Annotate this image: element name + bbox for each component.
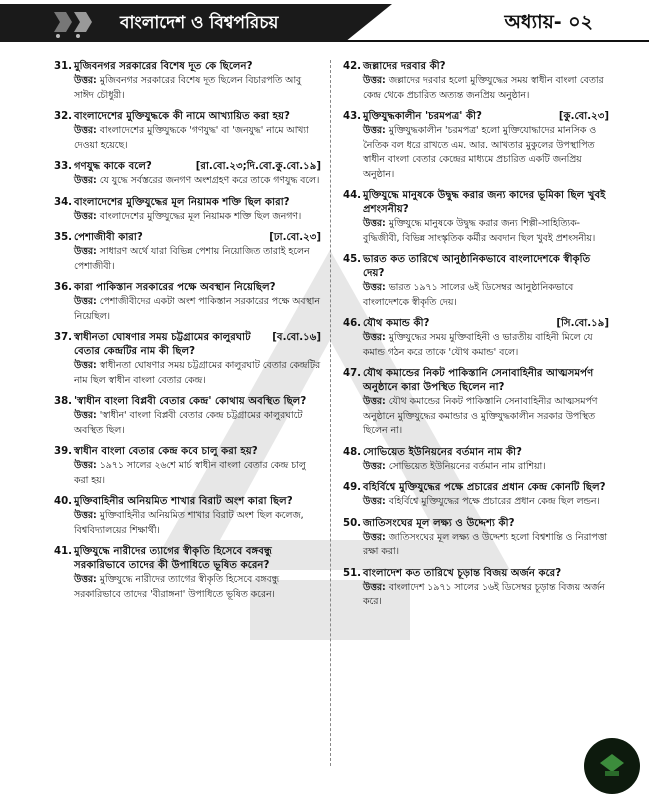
answer-text: মুজিবনগর সরকারের বিশেষ দূত ছিলেন বিচারপতি আবু সাঈদ চৌধুরী।	[74, 75, 302, 101]
qa-item	[343, 517, 609, 560]
answer	[343, 124, 609, 182]
answer	[54, 359, 321, 388]
question-text: স্বাধীনতা ঘোষণার সময় চট্টগ্রামের কালুরঘাট বেতার কেন্দ্রটির নাম কী ছিল?	[74, 332, 251, 357]
question-number: 34.	[54, 196, 73, 208]
question	[54, 395, 321, 409]
answer	[54, 174, 321, 189]
answer	[343, 217, 609, 246]
right-column	[343, 60, 609, 617]
answer-text: ১৯৭১ সালের ২৬শে মার্চ স্বাধীন বাংলা বেতার কেন্দ্র চালু করা হয়।	[74, 460, 306, 486]
answer-label: উত্তর:	[74, 574, 97, 585]
qa-item	[54, 495, 321, 538]
question	[343, 110, 609, 124]
answer-label: উত্তর:	[363, 332, 386, 343]
question	[54, 110, 321, 124]
question	[54, 545, 321, 573]
answer-text: পেশাজীবীদের একটা অংশ পাকিস্তান সরকারের পক্ষে অবস্থান নিয়েছিল।	[74, 296, 320, 322]
column-divider	[330, 60, 331, 766]
answer-label: উত্তর:	[363, 396, 386, 407]
question	[54, 60, 321, 74]
question	[343, 317, 609, 331]
question-number: 35.	[54, 232, 73, 243]
answer-text: ভারত ১৯৭১ সালের ৬ই ডিসেম্বর আনুষ্ঠানিকভাবে বাংলাদেশকে স্বীকৃতি দেয়।	[363, 282, 574, 308]
answer	[54, 459, 321, 488]
question-text: মুক্তিযুদ্ধে মানুষকে উদ্বুদ্ধ করার জন্য কাদের ভূমিকা ছিল খুবই প্রশংসনীয়?	[363, 190, 606, 215]
answer	[343, 331, 609, 360]
board-ref: [সি.বো.১৯]	[556, 318, 609, 329]
question	[54, 231, 321, 245]
answer-label: উত্তর:	[363, 282, 386, 293]
question	[54, 445, 321, 459]
book-logo-icon	[50, 8, 112, 40]
answer-text: মুক্তিযুদ্ধের সময় মুক্তিবাহিনী ও ভারতীয় বাহিনী মিলে যে কমান্ড গঠন করে তাকে 'যৌথ কমান্ড' বলে।	[363, 332, 593, 358]
question-number: 43.	[343, 111, 362, 122]
question-number: 33.	[54, 161, 73, 172]
answer	[54, 409, 321, 438]
question-text: বাংলাদেশের মুক্তিযুদ্ধকে কী নামে আখ্যায়িত করা হয়?	[74, 111, 290, 122]
qa-item	[54, 545, 321, 602]
question	[54, 281, 321, 295]
answer	[343, 495, 609, 510]
qa-item	[54, 231, 321, 274]
question-text: 'স্বাধীন বাংলা বিপ্লবী বেতার কেন্দ্র' কোথায় অবস্থিত ছিল?	[74, 396, 307, 407]
answer	[54, 245, 321, 274]
question	[54, 495, 321, 509]
answer-label: উত্তর:	[74, 360, 97, 371]
answer-text: যে যুদ্ধে সর্বস্তরের জনগণ অংশগ্রহণ করে তাকে গণযুদ্ধ বলে।	[99, 175, 320, 186]
question-text: যৌথ কমান্ডের নিকট পাকিস্তানি সেনাবাহিনীর আত্মসমর্পণ অনুষ্ঠানে কারা উপস্থিত ছিলেন না?	[363, 368, 594, 393]
qa-item	[54, 331, 321, 388]
question-number: 36.	[54, 282, 73, 293]
question-number: 46.	[343, 318, 362, 329]
question	[343, 253, 609, 281]
qa-item	[343, 367, 609, 439]
qa-item	[343, 189, 609, 246]
qa-item	[54, 110, 321, 153]
question-text: বাংলাদেশের মুক্তিযুদ্ধের মূল নিয়ামক শক্তি ছিল কারা?	[74, 196, 290, 208]
answer-text: সাধারণ অর্থে যারা বিভিন্ন পেশায় নিয়োজিত তারাই হলেন পেশাজীবী।	[74, 246, 310, 272]
question-text: জল্লাদের দরবার কী?	[363, 61, 446, 72]
question	[54, 331, 321, 359]
board-ref: [কু.বো.২৩]	[558, 111, 609, 122]
qa-item	[54, 445, 321, 488]
answer-text: 'স্বাধীন' বাংলা বিপ্লবী বেতার কেন্দ্র চট্টগ্রামের কালুরঘাটে অবস্থিত ছিল।	[74, 410, 303, 436]
question	[54, 160, 321, 174]
qa-item	[343, 110, 609, 182]
question-number: 38.	[54, 396, 73, 407]
answer-text: স্বাধীনতা ঘোষণার সময় চট্টগ্রামের কালুরঘাট বেতার কেন্দ্রটির নাম ছিল স্বাধীন বাংলা বেতার কেন্দ্র।	[74, 360, 321, 386]
answer-label: উত্তর:	[74, 125, 97, 136]
answer-text: বহির্বিশ্বে মুক্তিযুদ্ধের পক্ষে প্রচারের প্রধান কেন্দ্র ছিল লন্ডন।	[388, 496, 600, 507]
answer-text: বাংলাদেশের মুক্তিযুদ্ধকে 'গণযুদ্ধ' বা 'জনযুদ্ধ' নামে আখ্যা দেওয়া হয়েছে।	[74, 125, 309, 151]
question-number: 31.	[54, 61, 73, 72]
question-number: 32.	[54, 111, 73, 122]
answer	[343, 74, 609, 103]
board-ref: [রা.বো.২৩;দি.বো.কু.বো.১৯]	[195, 161, 321, 172]
question	[343, 367, 609, 395]
qa-item	[343, 567, 609, 610]
qa-item	[343, 317, 609, 360]
board-ref: [ব.বো.১৬]	[272, 332, 321, 343]
question-text: মুক্তিযুদ্ধকালীন 'চরমপত্র' কী?	[363, 111, 482, 122]
question-number: 44.	[343, 190, 362, 201]
question-text: মুক্তিযুদ্ধে নারীদের ত্যাগের স্বীকৃতি হিসেবে বঙ্গবন্ধু সরকারিভাবে তাদের কী উপাধিতে ভূষিত করেন?	[74, 546, 272, 571]
question	[343, 446, 609, 460]
qa-item	[54, 160, 321, 189]
answer	[343, 460, 609, 475]
publisher-logo-icon	[597, 751, 627, 781]
question-number: 48.	[343, 446, 362, 458]
answer-label: উত্তর:	[74, 296, 97, 307]
answer	[343, 531, 609, 560]
question-number: 37.	[54, 332, 73, 343]
question-text: ভারত কত তারিখে আনুষ্ঠানিকভাবে বাংলাদেশকে স্বীকৃতি দেয়?	[363, 254, 591, 279]
answer-text: মুক্তিযুদ্ধে মানুষকে উদ্বুদ্ধ করার জন্য শিল্পী-সাহিত্যিক-বুদ্ধিজীবী, বিভিন্ন সাংস্কৃতিক কর্মীর অবদান ছিল খুবই প্রশংসনীয়।	[363, 218, 596, 244]
question-text: কারা পাকিস্তান সরকারের পক্ষে অবস্থান নিয়েছিল?	[74, 282, 276, 293]
qa-item	[343, 481, 609, 510]
answer-label: উত্তর:	[363, 581, 386, 593]
answer-label: উত্তর:	[74, 210, 97, 222]
question-number: 41.	[54, 546, 73, 557]
question-text: যৌথ কমান্ড কী?	[363, 318, 430, 329]
question-number: 42.	[343, 61, 362, 72]
qa-item	[343, 446, 609, 475]
question-number: 47.	[343, 368, 362, 379]
answer-text: সোভিয়েত ইউনিয়নের বর্তমান নাম রাশিয়া।	[388, 460, 546, 472]
answer-label: উত্তর:	[363, 125, 386, 136]
answer-text: বাংলাদেশ ১৯৭১ সালের ১৬ই ডিসেম্বর চূড়ান্ত বিজয় অর্জন করে।	[363, 581, 605, 607]
answer-label: উত্তর:	[74, 410, 97, 421]
question-text: পেশাজীবী কারা?	[74, 232, 143, 243]
answer-label: উত্তর:	[363, 460, 386, 472]
answer-label: উত্তর:	[74, 460, 97, 471]
question-text: জাতিসংঘের মূল লক্ষ্য ও উদ্দেশ্য কী?	[363, 517, 515, 529]
question	[343, 189, 609, 217]
qa-item	[343, 253, 609, 310]
publisher-badge	[584, 738, 640, 794]
question-number: 50.	[343, 517, 362, 529]
question-number: 40.	[54, 496, 73, 507]
question	[54, 196, 321, 210]
left-column	[54, 60, 321, 609]
question-number: 45.	[343, 254, 362, 265]
question-text: গণযুদ্ধ কাকে বলে?	[74, 161, 152, 172]
question-text: বাংলাদেশ কত তারিখে চূড়ান্ত বিজয় অর্জন করে?	[363, 567, 562, 579]
question	[343, 517, 609, 531]
answer	[54, 509, 321, 538]
answer-text: বাংলাদেশের মুক্তিযুদ্ধের মূল নিয়ামক শক্তি ছিল জনগণ।	[99, 210, 302, 222]
answer-text: মুক্তিযুদ্ধকালীন 'চরমপত্র' হলো মুক্তিযোদ্ধাদের মানসিক ও নৈতিক বল ধরে রাখতে এম. আর. আখতার মুকুলের উপস্থাপিত স্বাধীন বাংলা বেতার কেন্দ্রের মাধ্যমে প্রচারিত একটি জনপ্রিয় অনুষ্ঠান।	[363, 125, 597, 180]
book-title: বাংলাদেশ ও বিশ্বপরিচয়	[120, 13, 279, 33]
qa-item	[54, 395, 321, 438]
chapter-label: অধ্যায়- ০২	[504, 11, 593, 33]
answer	[343, 395, 609, 439]
question	[343, 481, 609, 495]
answer-label: উত্তর:	[74, 175, 97, 186]
answer-label: উত্তর:	[74, 510, 97, 521]
header-rule	[340, 40, 649, 42]
answer-label: উত্তর:	[363, 496, 386, 507]
answer	[54, 573, 321, 602]
question-number: 39.	[54, 446, 73, 457]
answer	[54, 74, 321, 103]
answer-label: উত্তর:	[74, 75, 97, 86]
answer-text: মুক্তিবাহিনীর অনিয়মিত শাখার বিরাট অংশ ছিল কলেজ, বিশ্ববিদ্যালয়ের শিক্ষার্থী।	[74, 510, 304, 536]
page-header	[0, 0, 649, 46]
answer-label: উত্তর:	[363, 75, 386, 86]
qa-item	[54, 60, 321, 103]
question-text: সোভিয়েত ইউনিয়নের বর্তমান নাম কী?	[363, 446, 522, 458]
answer-text: মুক্তিযুদ্ধে নারীদের ত্যাগের স্বীকৃতি হিসেবে বঙ্গবন্ধু সরকারিভাবে তাদের 'বীরাঙ্গনা' উপাধিতে ভূষিত করেন।	[74, 574, 279, 600]
qa-item	[54, 281, 321, 324]
board-ref: [ঢা.বো.২৩]	[269, 232, 321, 243]
question-text: স্বাধীন বাংলা বেতার কেন্দ্র কবে চালু করা হয়?	[74, 446, 258, 457]
answer-label: উত্তর:	[363, 218, 386, 229]
question-text: মুজিবনগর সরকারের বিশেষ দূত কে ছিলেন?	[74, 61, 253, 72]
answer-label: উত্তর:	[363, 531, 386, 543]
answer-text: জল্লাদের দরবার হলো মুক্তিযুদ্ধের সময় স্বাধীন বাংলা বেতার কেন্দ্র থেকে প্রচারিত অত্যন্ত জনপ্রিয় অনুষ্ঠান।	[363, 75, 604, 101]
answer	[54, 124, 321, 153]
question-text: মুক্তিবাহিনীর অনিয়মিত শাখার বিরাট অংশ কারা ছিল?	[74, 496, 293, 507]
question	[343, 60, 609, 74]
answer-text: যৌথ কমান্ডের নিকট পাকিস্তানি সেনাবাহিনীর আত্মসমর্পণ অনুষ্ঠানে মুক্তিযুদ্ধের কমান্ডার ও মুক্তিযুদ্ধকালীন সরকার উপস্থিত ছিলেন না।	[363, 396, 598, 436]
answer-label: উত্তর:	[74, 246, 97, 257]
question-number: 49.	[343, 482, 362, 493]
answer	[54, 295, 321, 324]
question-text: বহির্বিশ্বে মুক্তিযুদ্ধের পক্ষে প্রচারের প্রধান কেন্দ্র কোনটি ছিল?	[363, 482, 606, 493]
answer	[343, 581, 609, 610]
question	[343, 567, 609, 581]
qa-item	[343, 60, 609, 103]
answer	[54, 210, 321, 225]
answer-text: জাতিসংঘের মূল লক্ষ্য ও উদ্দেশ্য হলো বিশ্বশান্তি ও নিরাপত্তা রক্ষা করা।	[363, 531, 608, 557]
answer	[343, 281, 609, 310]
qa-item	[54, 196, 321, 225]
question-number: 51.	[343, 567, 362, 579]
